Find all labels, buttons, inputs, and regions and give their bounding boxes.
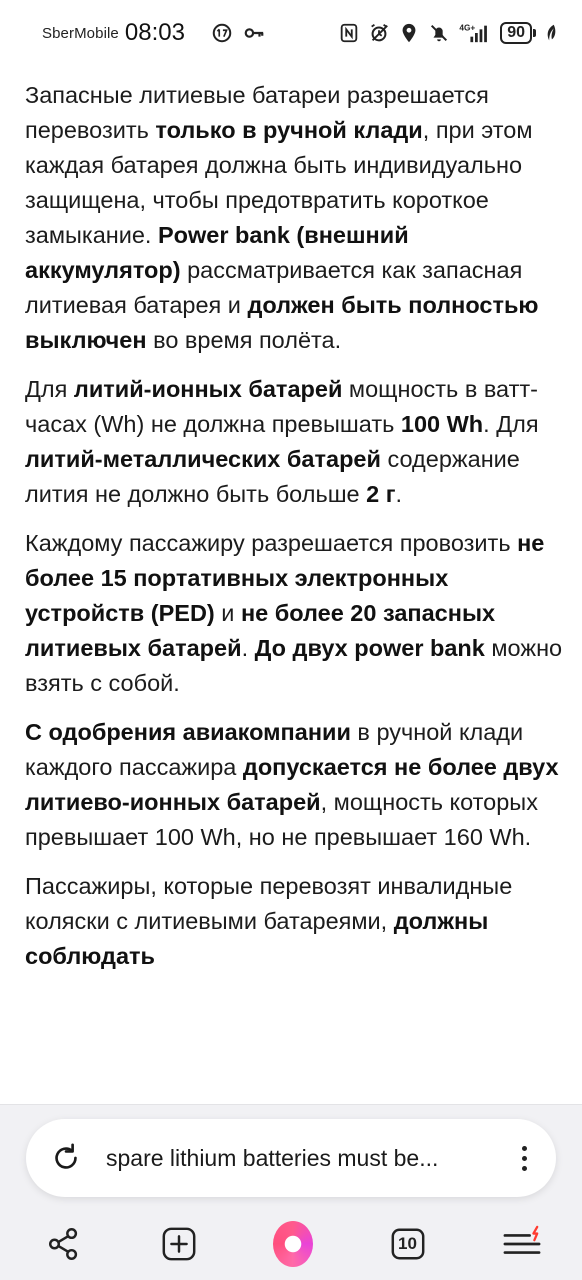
text-run: , при этом каждая батарея должна быть индивидуально защищена, чтобы предотвратить короткое замыкание.	[25, 117, 533, 248]
status-right-icons	[338, 22, 558, 44]
share-icon[interactable]	[44, 1224, 84, 1264]
status-left-icons	[211, 22, 265, 44]
status-bar	[0, 0, 582, 66]
text-run: .	[395, 481, 403, 507]
text-run: в ручной клади каждого пассажира	[25, 719, 524, 780]
battery-icon	[500, 22, 536, 44]
text-run: Для	[25, 376, 74, 402]
bold-text: только в ручной клади	[155, 117, 423, 143]
bold-text: должен быть полностью выключен	[25, 292, 539, 353]
bold-text: допускается не более двух литиево-ионных батарей	[25, 754, 559, 815]
carrier-name: SberMobile	[42, 24, 119, 42]
alice-assistant-icon[interactable]	[273, 1224, 313, 1264]
bold-text: не более 20 запасных литиевых батарей	[25, 600, 496, 661]
text-run: Пассажиры, которые перевозят инвалидные коляски с литиевыми батареями,	[25, 873, 513, 934]
text-run: мощность в ватт-часах (Wh) не должна превышать	[25, 376, 538, 437]
article-paragraph	[25, 78, 565, 358]
bold-text: не более 15 портативных электронных устройств (PED)	[25, 530, 545, 626]
text-run: Каждому пассажиру разрешается провозить	[25, 530, 518, 556]
text-run: во время полёта.	[146, 327, 342, 353]
bold-text: должны соблюдать	[25, 908, 489, 969]
location-icon	[398, 22, 420, 44]
article-paragraph	[25, 372, 565, 512]
bold-text: 100 Wh	[400, 411, 484, 437]
bottom-panel	[0, 1104, 582, 1280]
network-type-label: 4G+	[459, 23, 476, 33]
new-tab-icon[interactable]	[159, 1224, 199, 1264]
bold-text: С одобрения авиакомпании	[25, 719, 351, 745]
mute-icon	[428, 22, 450, 44]
article-body	[25, 78, 565, 988]
text-run: рассматривается как запасная литиевая батарея и	[25, 257, 523, 318]
bottom-navigation	[0, 1209, 582, 1279]
more-options-icon[interactable]	[512, 1138, 536, 1178]
status-time: 08:03	[124, 19, 185, 46]
clock-app-icon	[211, 22, 233, 44]
tabs-count: 10	[398, 1234, 417, 1253]
nfc-icon	[338, 22, 360, 44]
query-bar[interactable]	[26, 1119, 556, 1197]
text-run: содержание лития не должно быть больше	[25, 446, 520, 507]
article-paragraph	[25, 715, 565, 855]
leaf-icon	[544, 22, 558, 44]
bold-text: литий-ионных батарей	[73, 376, 343, 402]
bold-text: 2 г	[366, 481, 396, 507]
key-icon	[243, 22, 265, 44]
signal-icon	[458, 22, 492, 44]
bold-text: Power bank (внешний аккумулятор)	[25, 222, 409, 283]
refresh-icon[interactable]	[48, 1140, 84, 1176]
query-text[interactable]: spare lithium batteries must be...	[106, 1144, 439, 1171]
text-run: и	[214, 600, 241, 626]
tabs-counter-icon[interactable]	[388, 1224, 428, 1264]
text-run: , мощность которых превышает 100 Wh, но не превышает 160 Wh.	[25, 789, 538, 850]
text-run: . Для	[483, 411, 539, 437]
bold-text: литий-металлических батарей	[25, 446, 381, 472]
article-paragraph	[25, 526, 565, 701]
text-run: можно взять с собой.	[25, 635, 563, 696]
alarm-icon	[368, 22, 390, 44]
battery-level: 90	[500, 22, 532, 44]
article-paragraph	[25, 869, 565, 974]
menu-icon[interactable]	[502, 1224, 542, 1264]
bold-text: До двух power bank	[254, 635, 485, 661]
text-run: Запасные литиевые батареи разрешается перевозить	[25, 82, 489, 143]
text-run: .	[241, 635, 255, 661]
